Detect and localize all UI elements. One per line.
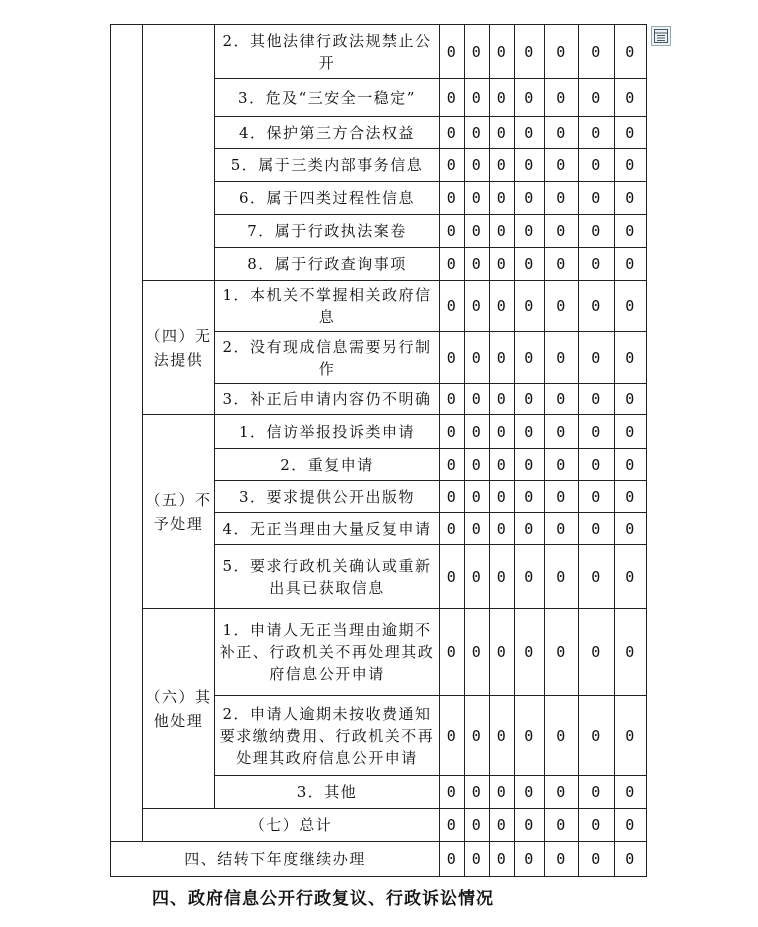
value-cell: 0 <box>579 79 615 117</box>
value-cell: 0 <box>490 513 515 545</box>
value-cell: 0 <box>579 215 615 248</box>
value-cell: 0 <box>440 545 465 609</box>
value-cell: 0 <box>579 332 615 384</box>
value-cell: 0 <box>579 809 615 842</box>
value-cell: 0 <box>465 449 490 481</box>
value-cell: 0 <box>465 696 490 776</box>
value-cell: 0 <box>515 149 545 182</box>
value-cell: 0 <box>515 842 545 877</box>
value-cell: 0 <box>490 696 515 776</box>
value-cell: 0 <box>515 79 545 117</box>
value-cell: 0 <box>465 776 490 809</box>
value-cell: 0 <box>440 776 465 809</box>
value-cell: 0 <box>545 281 579 332</box>
value-cell: 0 <box>490 809 515 842</box>
value-cell: 0 <box>490 481 515 513</box>
value-cell: 0 <box>579 182 615 215</box>
value-cell: 0 <box>515 696 545 776</box>
table-row <box>111 281 647 332</box>
value-cell: 0 <box>545 248 579 281</box>
value-cell: 0 <box>490 332 515 384</box>
value-cell: 0 <box>465 415 490 449</box>
outer-category-cell <box>111 25 143 842</box>
value-cell: 0 <box>545 415 579 449</box>
value-cell: 0 <box>465 513 490 545</box>
item-label-cell: 8．属于行政查询事项 <box>215 248 440 281</box>
value-cell: 0 <box>490 182 515 215</box>
value-cell: 0 <box>465 384 490 415</box>
value-cell: 0 <box>465 117 490 149</box>
value-cell: 0 <box>579 609 615 696</box>
section-heading: 四、政府信息公开行政复议、行政诉讼情况 <box>152 889 494 909</box>
value-cell: 0 <box>579 281 615 332</box>
item-label-cell: 6．属于四类过程性信息 <box>215 182 440 215</box>
value-cell: 0 <box>579 842 615 877</box>
value-cell: 0 <box>615 332 647 384</box>
item-label-cell: 3．补正后申请内容仍不明确 <box>215 384 440 415</box>
value-cell: 0 <box>515 415 545 449</box>
category-cell: （六）其他处理 <box>143 609 215 809</box>
value-cell: 0 <box>515 449 545 481</box>
value-cell: 0 <box>490 248 515 281</box>
item-label-cell: 1．本机关不掌握相关政府信息 <box>215 281 440 332</box>
table-view-icon[interactable] <box>651 26 671 46</box>
value-cell: 0 <box>515 25 545 79</box>
value-cell: 0 <box>579 696 615 776</box>
value-cell: 0 <box>515 332 545 384</box>
value-cell: 0 <box>545 842 579 877</box>
value-cell: 0 <box>440 415 465 449</box>
value-cell: 0 <box>545 776 579 809</box>
table-row <box>111 415 647 449</box>
value-cell: 0 <box>579 384 615 415</box>
item-label-cell: 2．其他法律行政法规禁止公开 <box>215 25 440 79</box>
value-cell: 0 <box>615 415 647 449</box>
item-label-cell: 4．保护第三方合法权益 <box>215 117 440 149</box>
value-cell: 0 <box>465 609 490 696</box>
value-cell: 0 <box>490 415 515 449</box>
value-cell: 0 <box>545 545 579 609</box>
value-cell: 0 <box>615 609 647 696</box>
value-cell: 0 <box>490 79 515 117</box>
item-label-cell: 5．要求行政机关确认或重新出具已获取信息 <box>215 545 440 609</box>
value-cell: 0 <box>615 149 647 182</box>
value-cell: 0 <box>490 842 515 877</box>
item-label-cell: 1．信访举报投诉类申请 <box>215 415 440 449</box>
value-cell: 0 <box>490 545 515 609</box>
value-cell: 0 <box>515 182 545 215</box>
value-cell: 0 <box>545 481 579 513</box>
value-cell: 0 <box>465 79 490 117</box>
value-cell: 0 <box>465 332 490 384</box>
table-view-icon-glyph <box>654 29 668 43</box>
value-cell: 0 <box>545 449 579 481</box>
value-cell: 0 <box>465 25 490 79</box>
value-cell: 0 <box>545 696 579 776</box>
value-cell: 0 <box>515 248 545 281</box>
value-cell: 0 <box>545 117 579 149</box>
value-cell: 0 <box>440 609 465 696</box>
value-cell: 0 <box>440 117 465 149</box>
value-cell: 0 <box>615 215 647 248</box>
value-cell: 0 <box>490 776 515 809</box>
value-cell: 0 <box>615 25 647 79</box>
item-label-cell: 2．没有现成信息需要另行制作 <box>215 332 440 384</box>
value-cell: 0 <box>515 545 545 609</box>
value-cell: 0 <box>440 281 465 332</box>
value-cell: 0 <box>440 248 465 281</box>
total-label-cell: （七）总计 <box>143 809 440 842</box>
category-cell: （五）不予处理 <box>143 415 215 609</box>
table-row <box>111 609 647 696</box>
value-cell: 0 <box>545 25 579 79</box>
carryover-label-cell: 四、结转下年度继续办理 <box>111 842 440 877</box>
value-cell: 0 <box>579 25 615 79</box>
table-row <box>111 809 647 842</box>
value-cell: 0 <box>545 609 579 696</box>
value-cell: 0 <box>465 842 490 877</box>
value-cell: 0 <box>440 842 465 877</box>
item-label-cell: 3．要求提供公开出版物 <box>215 481 440 513</box>
item-label-cell: 3．其他 <box>215 776 440 809</box>
value-cell: 0 <box>615 809 647 842</box>
value-cell: 0 <box>490 449 515 481</box>
value-cell: 0 <box>545 215 579 248</box>
value-cell: 0 <box>545 809 579 842</box>
value-cell: 0 <box>440 79 465 117</box>
table-row <box>111 842 647 877</box>
value-cell: 0 <box>515 215 545 248</box>
value-cell: 0 <box>440 809 465 842</box>
value-cell: 0 <box>465 149 490 182</box>
value-cell: 0 <box>515 117 545 149</box>
value-cell: 0 <box>465 481 490 513</box>
value-cell: 0 <box>545 79 579 117</box>
value-cell: 0 <box>440 481 465 513</box>
value-cell: 0 <box>490 384 515 415</box>
value-cell: 0 <box>440 25 465 79</box>
item-label-cell: 5．属于三类内部事务信息 <box>215 149 440 182</box>
value-cell: 0 <box>490 117 515 149</box>
value-cell: 0 <box>579 513 615 545</box>
statistics-table <box>110 24 647 877</box>
item-label-cell: 3．危及“三安全一稳定” <box>215 79 440 117</box>
value-cell: 0 <box>490 609 515 696</box>
value-cell: 0 <box>615 384 647 415</box>
value-cell: 0 <box>515 776 545 809</box>
value-cell: 0 <box>515 609 545 696</box>
value-cell: 0 <box>545 513 579 545</box>
value-cell: 0 <box>615 545 647 609</box>
value-cell: 0 <box>440 696 465 776</box>
value-cell: 0 <box>440 513 465 545</box>
value-cell: 0 <box>579 248 615 281</box>
value-cell: 0 <box>615 481 647 513</box>
category-cell <box>143 25 215 281</box>
value-cell: 0 <box>615 842 647 877</box>
category-cell: （四）无法提供 <box>143 281 215 415</box>
value-cell: 0 <box>515 481 545 513</box>
value-cell: 0 <box>465 281 490 332</box>
value-cell: 0 <box>579 117 615 149</box>
value-cell: 0 <box>545 149 579 182</box>
value-cell: 0 <box>465 248 490 281</box>
value-cell: 0 <box>545 384 579 415</box>
value-cell: 0 <box>579 149 615 182</box>
value-cell: 0 <box>615 79 647 117</box>
value-cell: 0 <box>615 248 647 281</box>
value-cell: 0 <box>465 809 490 842</box>
value-cell: 0 <box>515 281 545 332</box>
value-cell: 0 <box>465 182 490 215</box>
value-cell: 0 <box>490 149 515 182</box>
value-cell: 0 <box>465 545 490 609</box>
value-cell: 0 <box>515 513 545 545</box>
value-cell: 0 <box>490 215 515 248</box>
value-cell: 0 <box>615 182 647 215</box>
value-cell: 0 <box>440 149 465 182</box>
value-cell: 0 <box>615 696 647 776</box>
value-cell: 0 <box>440 449 465 481</box>
value-cell: 0 <box>579 449 615 481</box>
value-cell: 0 <box>515 809 545 842</box>
value-cell: 0 <box>440 215 465 248</box>
value-cell: 0 <box>579 415 615 449</box>
value-cell: 0 <box>579 776 615 809</box>
value-cell: 0 <box>545 332 579 384</box>
value-cell: 0 <box>465 215 490 248</box>
value-cell: 0 <box>579 481 615 513</box>
item-label-cell: 2．重复申请 <box>215 449 440 481</box>
value-cell: 0 <box>545 182 579 215</box>
value-cell: 0 <box>615 776 647 809</box>
value-cell: 0 <box>440 332 465 384</box>
value-cell: 0 <box>490 281 515 332</box>
value-cell: 0 <box>490 25 515 79</box>
item-label-cell: 1．申请人无正当理由逾期不补正、行政机关不再处理其政府信息公开申请 <box>215 609 440 696</box>
value-cell: 0 <box>615 117 647 149</box>
value-cell: 0 <box>615 513 647 545</box>
value-cell: 0 <box>615 281 647 332</box>
value-cell: 0 <box>615 449 647 481</box>
value-cell: 0 <box>515 384 545 415</box>
table-row <box>111 25 647 79</box>
value-cell: 0 <box>579 545 615 609</box>
item-label-cell: 7．属于行政执法案卷 <box>215 215 440 248</box>
item-label-cell: 4．无正当理由大量反复申请 <box>215 513 440 545</box>
value-cell: 0 <box>440 384 465 415</box>
value-cell: 0 <box>440 182 465 215</box>
item-label-cell: 2．申请人逾期未按收费通知要求缴纳费用、行政机关不再处理其政府信息公开申请 <box>215 696 440 776</box>
